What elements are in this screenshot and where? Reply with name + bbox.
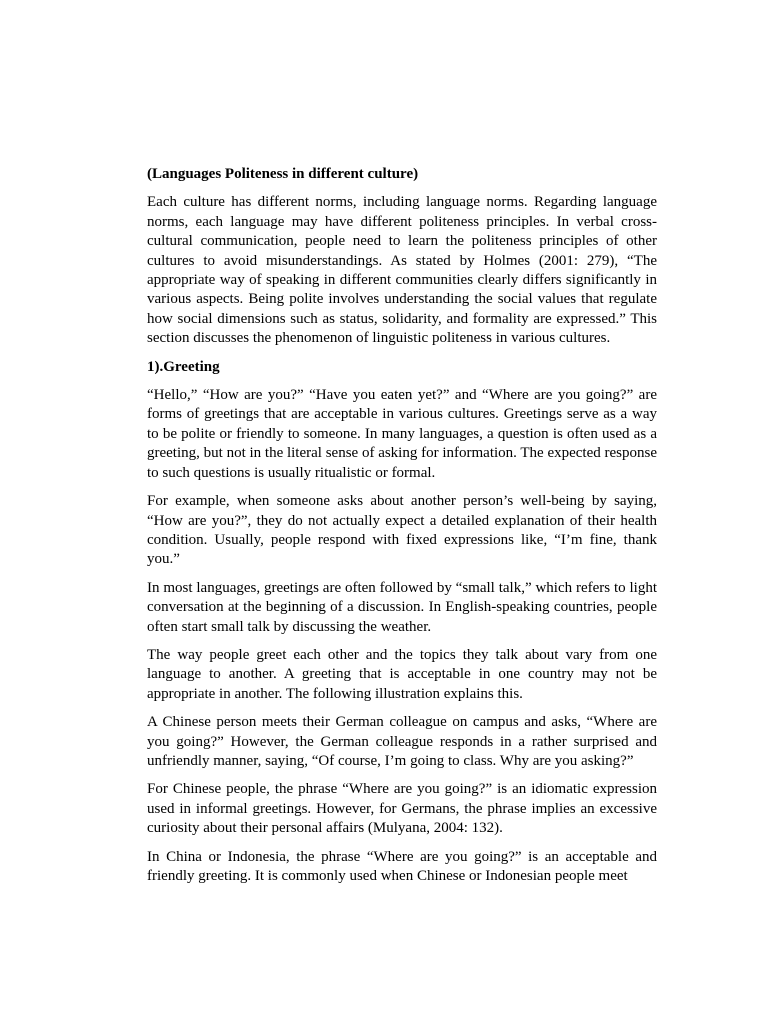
paragraph: In most languages, greetings are often followed by “small talk,” which refers to light conversation at the beginning of a discussion. In English-speaking countries, people often start small talk by discussing the weather.: [147, 579, 657, 635]
intro-paragraph: Each culture has different norms, including language norms. Regarding language norms, each language may have different politeness principles. In verbal cross-cultural communication, people need to learn the politeness principles of other cultures to avoid misunderstandings. As stated by Holmes (2001: 279), “The appropriate way of speaking in different communities clearly differs significantly in various aspects. Being polite involves understanding the social values that regulate how social dimensions such as status, solidarity, and formality are expressed.” This section discusses the phenomenon of linguistic politeness in various cultures.: [147, 194, 657, 347]
paragraph: A Chinese person meets their German colleague on campus and asks, “Where are you going?” However, the German colleague responds in a rather surprised and unfriendly manner, saying, “Of course, I’m going to class. Why are you asking?”: [147, 714, 657, 769]
document-body: [147, 165, 657, 895]
document-title: (Languages Politeness in different culture): [147, 166, 419, 182]
paragraph: “Hello,” “How are you?” “Have you eaten yet?” and “Where are you going?” are forms of greetings that are acceptable in various cultures. Greetings serve as a way to be polite or friendly to someone. In many languages, a question is often used as a greeting, but not in the literal sense of asking for information. The expected response to such questions is usually ritualistic or formal.: [147, 387, 657, 481]
paragraph: In China or Indonesia, the phrase “Where are you going?” is an acceptable and friendly greeting. It is commonly used when Chinese or Indonesian people meet: [147, 848, 657, 884]
paragraph: For example, when someone asks about another person’s well-being by saying, “How are you?”, they do not actually expect a detailed explanation of their health condition. Usually, people respond with fixed expressions like, “I’m fine, thank you.”: [147, 493, 657, 568]
paragraph: For Chinese people, the phrase “Where are you going?” is an idiomatic expression used in informal greetings. However, for Germans, the phrase implies an excessive curiosity about their personal affairs (Mulyana, 2004: 132).: [147, 781, 657, 837]
paragraph: The way people greet each other and the topics they talk about vary from one language to another. A greeting that is acceptable in one country may not be appropriate in another. The following illustration explains this.: [147, 646, 657, 702]
section-heading-greeting: 1).Greeting: [147, 358, 220, 375]
